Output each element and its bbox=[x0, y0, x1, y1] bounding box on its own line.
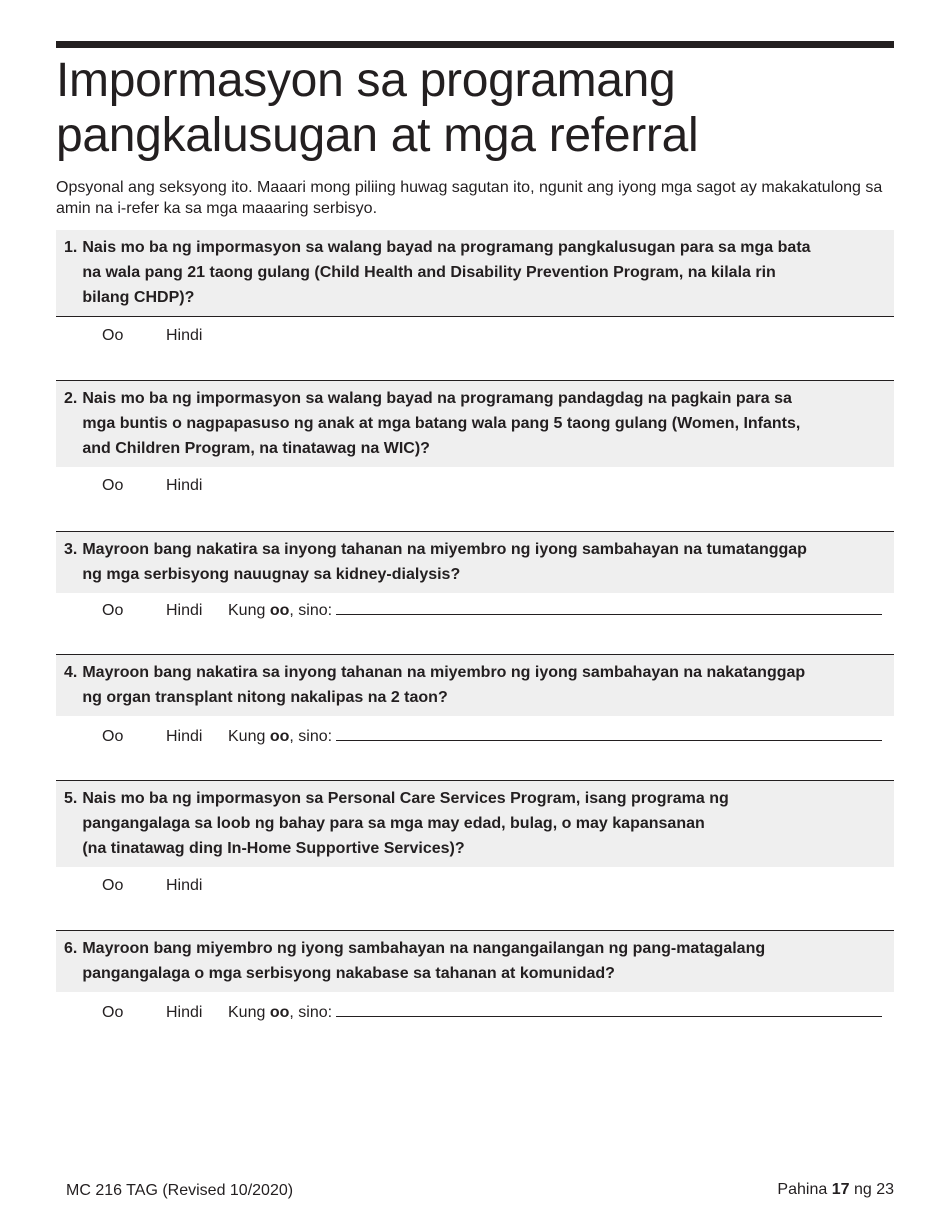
question-6 bbox=[56, 930, 894, 992]
question-text bbox=[82, 386, 878, 461]
page-title bbox=[56, 53, 894, 163]
question-line: Nais mo ba ng impormasyon sa walang bayad na programang pandagdag na pagkain para sa bbox=[82, 390, 792, 407]
question-line: Nais mo ba ng impormasyon sa Personal Care Services Program, isang programa ng bbox=[82, 790, 729, 807]
who-input-line[interactable] bbox=[336, 727, 882, 741]
page-current: 17 bbox=[831, 1181, 850, 1198]
question-5 bbox=[56, 780, 894, 867]
option-oo[interactable]: Oo bbox=[102, 877, 124, 894]
answer-row-5 bbox=[102, 876, 882, 896]
question-text bbox=[82, 786, 878, 861]
option-hindi[interactable]: Hindi bbox=[166, 1004, 203, 1021]
option-hindi[interactable]: Hindi bbox=[166, 327, 203, 344]
form-id: MC 216 TAG (Revised 10/2020) bbox=[66, 1182, 294, 1199]
who-prefix: Kung bbox=[228, 1004, 266, 1021]
who-prefix: Kung bbox=[228, 728, 266, 745]
question-number: 5. bbox=[64, 790, 78, 807]
question-line: pangangalaga sa loob ng bahay para sa mga may edad, bulag, o may kapansanan bbox=[82, 815, 705, 832]
answer-row-1 bbox=[102, 326, 882, 346]
option-hindi[interactable]: Hindi bbox=[166, 728, 203, 745]
question-line: na wala pang 21 taong gulang (Child Health and Disability Prevention Program, na kilala rin bbox=[82, 264, 776, 281]
question-line: ng mga serbisyong nauugnay sa kidney-dialysis? bbox=[82, 566, 461, 583]
question-text bbox=[82, 537, 878, 587]
who-prompt bbox=[228, 727, 336, 747]
question-line: Mayroon bang nakatira sa inyong tahanan na miyembro ng iyong sambahayan na tumatanggap bbox=[82, 541, 807, 558]
option-oo[interactable]: Oo bbox=[102, 1004, 124, 1021]
question-4 bbox=[56, 654, 894, 716]
question-number: 4. bbox=[64, 664, 78, 681]
intro-text: Opsyonal ang seksyong ito. Maaari mong piliing huwag sagutan ito, ngunit ang iyong mga sagot ay makakatulong sa amin na i-refer ka sa mga maaaring serbisyo. bbox=[56, 179, 883, 217]
option-oo[interactable]: Oo bbox=[102, 728, 124, 745]
question-2 bbox=[56, 380, 894, 467]
question-number: 3. bbox=[64, 541, 78, 558]
answer-row-2 bbox=[102, 476, 882, 496]
question-number: 6. bbox=[64, 940, 78, 957]
who-input-line[interactable] bbox=[336, 1003, 882, 1017]
question-line: bilang CHDP)? bbox=[82, 289, 195, 306]
who-prompt bbox=[228, 1003, 336, 1023]
who-input-line[interactable] bbox=[336, 601, 882, 615]
page-label: Pahina bbox=[777, 1181, 828, 1198]
question-number: 1. bbox=[64, 239, 78, 256]
question-line: pangangalaga o mga serbisyong nakabase sa tahanan at komunidad? bbox=[82, 965, 615, 982]
answer-row-4 bbox=[102, 725, 882, 747]
who-suffix: , sino: bbox=[289, 1004, 333, 1021]
who-prompt bbox=[228, 601, 336, 621]
who-bold: oo bbox=[269, 602, 290, 619]
question-text bbox=[82, 660, 878, 710]
page-number bbox=[777, 1180, 894, 1200]
option-hindi[interactable]: Hindi bbox=[166, 877, 203, 894]
page-title-line: Impormasyon sa programang bbox=[56, 54, 676, 107]
who-bold: oo bbox=[269, 1004, 290, 1021]
question-line: Mayroon bang miyembro ng iyong sambahayan na nangangailangan ng pang-matagalang bbox=[82, 940, 766, 957]
who-suffix: , sino: bbox=[289, 728, 333, 745]
option-hindi[interactable]: Hindi bbox=[166, 602, 203, 619]
question-line: (na tinatawag ding In-Home Supportive Services)? bbox=[82, 840, 465, 857]
answer-row-6 bbox=[102, 1001, 882, 1023]
question-1 bbox=[56, 230, 894, 317]
option-hindi[interactable]: Hindi bbox=[166, 477, 203, 494]
question-text bbox=[82, 235, 878, 310]
question-3 bbox=[56, 531, 894, 593]
question-line: Mayroon bang nakatira sa inyong tahanan na miyembro ng iyong sambahayan na nakatanggap bbox=[82, 664, 806, 681]
question-number: 2. bbox=[64, 390, 78, 407]
page-sep: ng bbox=[853, 1181, 872, 1198]
question-text bbox=[82, 936, 878, 986]
option-oo[interactable]: Oo bbox=[102, 602, 124, 619]
question-line: mga buntis o nagpapasuso ng anak at mga batang wala pang 5 taong gulang (Women, Infants, bbox=[82, 415, 801, 432]
option-oo[interactable]: Oo bbox=[102, 327, 124, 344]
who-prefix: Kung bbox=[228, 602, 266, 619]
question-line: ng organ transplant nitong nakalipas na 2 taon? bbox=[82, 689, 448, 706]
page-total: 23 bbox=[876, 1181, 894, 1198]
page-title-line: pangkalusugan at mga referral bbox=[56, 109, 699, 162]
question-line: Nais mo ba ng impormasyon sa walang bayad na programang pangkalusugan para sa mga bata bbox=[82, 239, 811, 256]
who-suffix: , sino: bbox=[289, 602, 333, 619]
question-line: and Children Program, na tinatawag na WIC)? bbox=[82, 440, 430, 457]
option-oo[interactable]: Oo bbox=[102, 477, 124, 494]
top-rule bbox=[56, 41, 894, 48]
answer-row-3 bbox=[102, 599, 882, 621]
who-bold: oo bbox=[269, 728, 290, 745]
